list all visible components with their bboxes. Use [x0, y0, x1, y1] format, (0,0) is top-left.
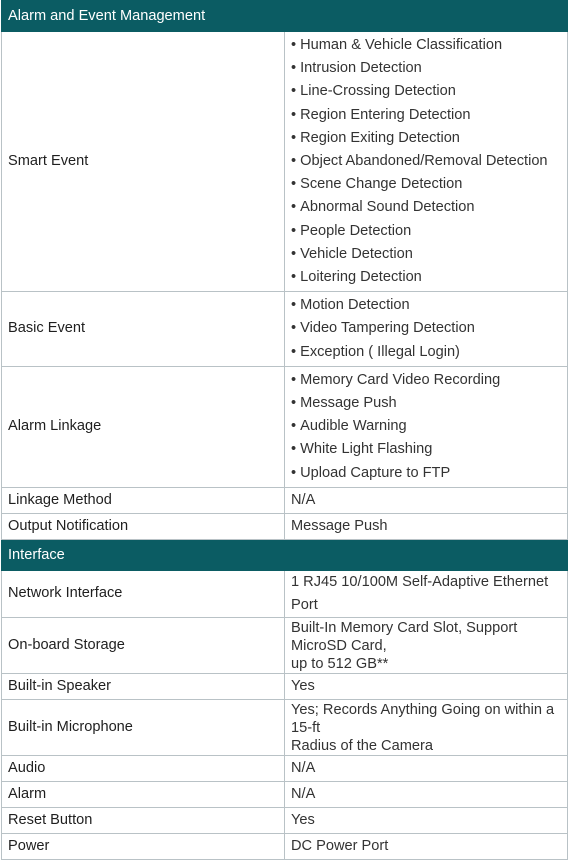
value-line: Yes; Records Anything Going on within a 15-ft [291, 702, 555, 737]
bullet-item: • Vehicle Detection [291, 243, 567, 266]
bullet-item: • Intrusion Detection [291, 57, 567, 80]
spec-table [1, 0, 568, 860]
spec-label: Alarm Linkage [2, 366, 285, 487]
spec-label: Smart Event [2, 32, 285, 292]
section-header-alarm [2, 1, 568, 32]
spec-row-built-in-speaker [2, 674, 568, 700]
spec-row-reset-button [2, 808, 568, 834]
bullet-item: • Memory Card Video Recording [291, 369, 567, 392]
section-header-interface [2, 539, 568, 570]
spec-value [285, 292, 568, 367]
spec-value: N/A [285, 782, 568, 808]
spec-row-smart-event [2, 32, 568, 292]
section-title: Interface [2, 539, 568, 570]
spec-row-alarm-linkage [2, 366, 568, 487]
bullet-item: • Video Tampering Detection [291, 317, 567, 340]
bullet-item: • Region Exiting Detection [291, 127, 567, 150]
spec-label: Basic Event [2, 292, 285, 367]
bullet-item: • Motion Detection [291, 294, 567, 317]
spec-label: Alarm [2, 782, 285, 808]
bullet-item: • Region Entering Detection [291, 104, 567, 127]
spec-value: Yes [285, 808, 568, 834]
spec-value [285, 32, 568, 292]
spec-label: Built-in Speaker [2, 674, 285, 700]
bullet-list [291, 32, 567, 291]
bullet-item: • Object Abandoned/Removal Detection [291, 150, 567, 173]
spec-value [285, 700, 568, 756]
bullet-item: • Message Push [291, 392, 567, 415]
bullet-list [291, 292, 567, 366]
spec-value: Message Push [285, 513, 568, 539]
bullet-item: • Scene Change Detection [291, 173, 567, 196]
bullet-item: • People Detection [291, 220, 567, 243]
spec-row-output-notification [2, 513, 568, 539]
bullet-list [291, 367, 567, 487]
spec-value: DC Power Port [285, 834, 568, 860]
bullet-item: • Line-Crossing Detection [291, 80, 567, 103]
spec-row-network-interface [2, 570, 568, 617]
spec-value [285, 366, 568, 487]
spec-row-power [2, 834, 568, 860]
spec-row-alarm [2, 782, 568, 808]
spec-row-basic-event [2, 292, 568, 367]
spec-label: Reset Button [2, 808, 285, 834]
spec-value: 1 RJ45 10/100M Self-Adaptive Ethernet Port [285, 570, 568, 617]
bullet-item: • Human & Vehicle Classification [291, 34, 567, 57]
spec-row-linkage-method [2, 487, 568, 513]
spec-value [285, 618, 568, 674]
bullet-item: • Upload Capture to FTP [291, 462, 567, 485]
spec-row-onboard-storage [2, 618, 568, 674]
spec-label: On-board Storage [2, 618, 285, 674]
spec-value: N/A [285, 756, 568, 782]
bullet-item: • Exception ( Illegal Login) [291, 341, 567, 364]
value-line: Built-In Memory Card Slot, Support MicroSD Card, [291, 620, 518, 655]
spec-value: Yes [285, 674, 568, 700]
spec-row-built-in-microphone [2, 700, 568, 756]
bullet-item: • Audible Warning [291, 415, 567, 438]
spec-label: Linkage Method [2, 487, 285, 513]
section-title: Alarm and Event Management [2, 1, 568, 32]
bullet-item: • Loitering Detection [291, 266, 567, 289]
value-line: Radius of the Camera [291, 738, 433, 755]
spec-label: Power [2, 834, 285, 860]
spec-label: Audio [2, 756, 285, 782]
value-line: up to 512 GB** [291, 656, 389, 673]
spec-label: Output Notification [2, 513, 285, 539]
spec-label: Network Interface [2, 570, 285, 617]
spec-label: Built-in Microphone [2, 700, 285, 756]
spec-value: N/A [285, 487, 568, 513]
bullet-item: • White Light Flashing [291, 438, 567, 461]
spec-row-audio [2, 756, 568, 782]
bullet-item: • Abnormal Sound Detection [291, 196, 567, 219]
